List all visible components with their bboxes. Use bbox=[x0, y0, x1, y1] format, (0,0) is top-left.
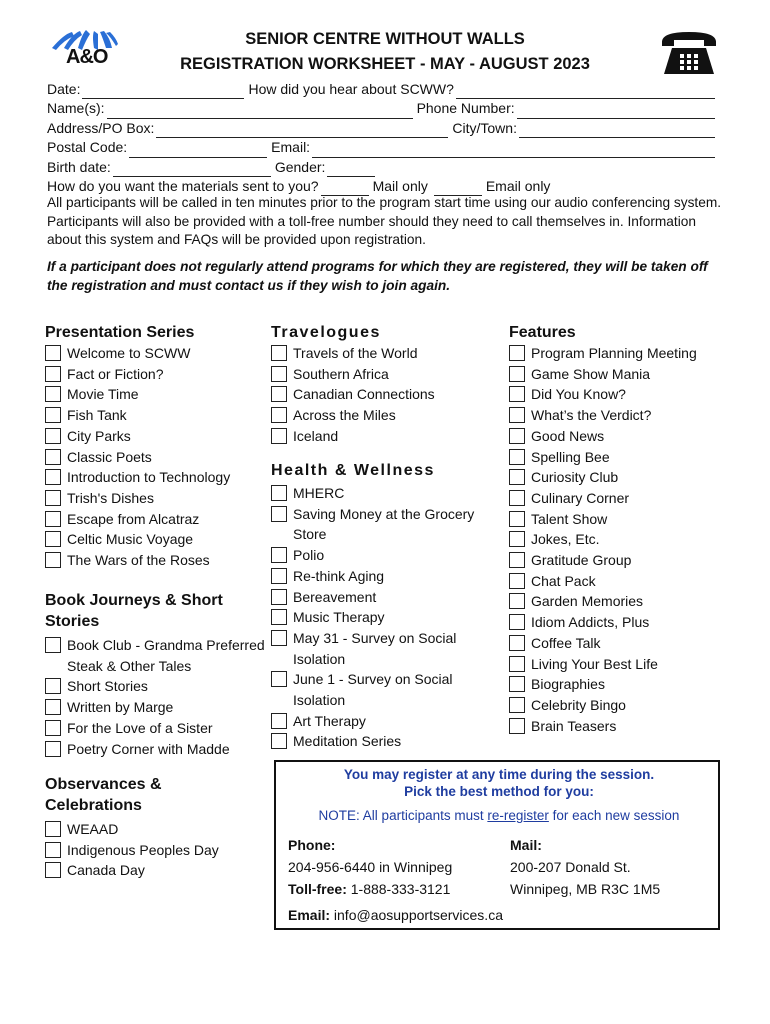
checklist-item[interactable] bbox=[45, 405, 273, 426]
register-anytime-text bbox=[276, 766, 722, 800]
email-field[interactable] bbox=[312, 143, 715, 158]
checklist-item-label: Jokes, Etc. bbox=[531, 531, 600, 548]
page-subtitle: REGISTRATION WORKSHEET - MAY - AUGUST 2023 bbox=[180, 55, 590, 73]
features-section bbox=[509, 322, 724, 736]
checkbox[interactable] bbox=[509, 407, 525, 423]
checkbox[interactable] bbox=[509, 386, 525, 402]
checklist-item[interactable] bbox=[271, 426, 499, 447]
checkbox[interactable] bbox=[509, 490, 525, 506]
checkbox[interactable] bbox=[271, 630, 287, 646]
checklist-item-label: Chat Pack bbox=[531, 572, 596, 589]
checklist-item-label: Re-think Aging bbox=[293, 567, 385, 584]
checklist-item-label: Culinary Corner bbox=[531, 489, 630, 506]
checkbox[interactable] bbox=[45, 449, 61, 465]
mail-line2: Winnipeg, MB R3C 1M5 bbox=[510, 881, 661, 897]
checklist-item-label: Meditation Series bbox=[293, 733, 402, 750]
checklist-item[interactable] bbox=[271, 545, 499, 566]
note-prefix: NOTE: All participants must bbox=[318, 808, 488, 823]
section-heading-line2: Celebrations bbox=[45, 797, 142, 814]
checklist-item[interactable] bbox=[271, 711, 499, 732]
checklist-item-label: The Wars of the Roses bbox=[67, 552, 210, 569]
section-heading: Book Journeys & Short bbox=[45, 592, 223, 609]
checklist-item[interactable] bbox=[509, 384, 724, 405]
checklist-item-label: Game Show Mania bbox=[531, 365, 651, 382]
checkbox[interactable] bbox=[45, 531, 61, 547]
checklist-item[interactable] bbox=[271, 669, 499, 710]
mail-heading: Mail: bbox=[510, 837, 542, 853]
checklist-item[interactable] bbox=[45, 739, 273, 760]
attendance-note: If a participant does not regularly attend programs for which they are registered, they will be taken off the registration and must contact us if they wish to join again. bbox=[47, 259, 708, 293]
page-title: SENIOR CENTRE WITHOUT WALLS bbox=[245, 30, 525, 48]
checklist-item[interactable] bbox=[271, 384, 499, 405]
checklist-item[interactable] bbox=[45, 860, 273, 881]
checklist-item[interactable] bbox=[45, 819, 273, 840]
checklist-item[interactable] bbox=[509, 633, 724, 654]
checkbox[interactable] bbox=[271, 386, 287, 402]
checklist-item-label: Celtic Music Voyage bbox=[67, 531, 194, 548]
checklist-item-label: Indigenous Peoples Day bbox=[67, 841, 219, 858]
checklist-item-label: MHERC bbox=[293, 485, 345, 501]
checklist bbox=[45, 819, 273, 881]
checkbox[interactable] bbox=[509, 511, 525, 527]
mail-line1: 200-207 Donald St. bbox=[510, 859, 631, 875]
checkbox[interactable] bbox=[271, 609, 287, 625]
checkbox[interactable] bbox=[271, 713, 287, 729]
form-row-names bbox=[47, 99, 719, 118]
city-label: City/Town: bbox=[452, 119, 517, 136]
section-heading: Observances & bbox=[45, 776, 162, 793]
checklist bbox=[45, 343, 273, 571]
checklist-item-label: What’s the Verdict? bbox=[531, 407, 652, 424]
checklist-item-label: Southern Africa bbox=[293, 365, 389, 382]
section-heading: Health & Wellness bbox=[271, 462, 435, 479]
checkbox[interactable] bbox=[45, 552, 61, 568]
checklist-item[interactable] bbox=[45, 343, 273, 364]
checklist-item[interactable] bbox=[45, 635, 273, 676]
checkbox[interactable] bbox=[45, 699, 61, 715]
checklist bbox=[271, 483, 499, 752]
checklist-item[interactable] bbox=[509, 364, 724, 385]
checkbox[interactable] bbox=[271, 485, 287, 501]
checklist-item[interactable] bbox=[509, 529, 724, 550]
registration-info-box bbox=[274, 760, 720, 930]
checklist-item-label: Book Club - Grandma Preferred Steak & Other Tales bbox=[67, 637, 265, 674]
observances-section bbox=[45, 774, 273, 881]
checklist-item-label: Poetry Corner with Madde bbox=[67, 740, 230, 757]
checkbox[interactable] bbox=[45, 862, 61, 878]
checklist-item[interactable] bbox=[271, 566, 499, 587]
checklist-item[interactable] bbox=[509, 695, 724, 716]
intro-paragraph: All participants will be called in ten minutes prior to the program start time using our audio conferencing system. Participants will also be provided with a toll-free number should they need to call themselves in. Information about this system and FAQs will be provided upon registration. bbox=[47, 195, 722, 248]
checklist-item[interactable] bbox=[509, 550, 724, 571]
checklist-item[interactable] bbox=[45, 467, 273, 488]
checklist-item-label: Curiosity Club bbox=[531, 469, 619, 486]
form-row-postal bbox=[47, 138, 719, 157]
checkbox[interactable] bbox=[509, 449, 525, 465]
checkbox[interactable] bbox=[45, 678, 61, 694]
checkbox[interactable] bbox=[45, 345, 61, 361]
reregister-note bbox=[276, 808, 722, 823]
checklist-item[interactable] bbox=[509, 426, 724, 447]
tollfree-label: Toll-free: bbox=[288, 881, 347, 897]
section-heading-line2: Stories bbox=[45, 613, 100, 630]
registration-form bbox=[47, 80, 719, 196]
checklist-item-label: Did You Know? bbox=[531, 386, 626, 403]
email-address[interactable]: info@aosupportservices.ca bbox=[333, 907, 503, 923]
checkbox[interactable] bbox=[271, 589, 287, 605]
checklist-item-label: Brain Teasers bbox=[531, 717, 617, 734]
checkbox[interactable] bbox=[45, 842, 61, 858]
tollfree-number[interactable]: 1-888-333-3121 bbox=[350, 881, 451, 897]
checklist-item[interactable] bbox=[509, 674, 724, 695]
checkbox[interactable] bbox=[45, 511, 61, 527]
checklist-item-label: Idiom Addicts, Plus bbox=[531, 614, 650, 631]
checklist-item[interactable] bbox=[509, 405, 724, 426]
checkbox[interactable] bbox=[45, 366, 61, 382]
email-label: Email: bbox=[271, 139, 311, 156]
checklist-item[interactable] bbox=[45, 697, 273, 718]
checklist-item-label: Across the Miles bbox=[293, 407, 396, 424]
checkbox[interactable] bbox=[509, 366, 525, 382]
checklist-item-label: Art Therapy bbox=[293, 712, 366, 729]
heard-field[interactable] bbox=[456, 84, 715, 99]
checklist-item[interactable] bbox=[271, 405, 499, 426]
checklist-item-label: Written by Marge bbox=[67, 699, 174, 716]
checklist-item[interactable] bbox=[271, 628, 499, 669]
phone-contact bbox=[288, 834, 452, 900]
checkbox[interactable] bbox=[45, 428, 61, 444]
checkbox[interactable] bbox=[509, 531, 525, 547]
checklist-item[interactable] bbox=[45, 529, 273, 550]
checkbox[interactable] bbox=[509, 469, 525, 485]
checkbox[interactable] bbox=[45, 407, 61, 423]
gender-field[interactable] bbox=[327, 162, 375, 177]
checklist-item-label: Coffee Talk bbox=[531, 634, 601, 651]
checklist-item-label: Welcome to SCWW bbox=[67, 345, 191, 361]
checklist-item[interactable] bbox=[509, 571, 724, 592]
birth-field[interactable] bbox=[113, 162, 271, 177]
email-only-label: Email only bbox=[485, 177, 551, 194]
mail-only-label: Mail only bbox=[372, 177, 428, 194]
checkbox[interactable] bbox=[45, 741, 61, 757]
checkbox[interactable] bbox=[45, 821, 61, 837]
checklist-item-label: Movie Time bbox=[67, 386, 139, 403]
checklist-item-label: Canada Day bbox=[67, 862, 145, 879]
date-label: Date: bbox=[47, 80, 81, 97]
checkbox[interactable] bbox=[509, 614, 525, 630]
postal-label: Postal Code: bbox=[47, 139, 128, 156]
note-suffix: for each new session bbox=[548, 808, 680, 823]
checklist-item-label: Gratitude Group bbox=[531, 552, 632, 569]
travelogues-section bbox=[271, 322, 499, 447]
checklist bbox=[509, 343, 724, 736]
checklist-item[interactable] bbox=[45, 550, 273, 571]
checklist-item-label: Introduction to Technology bbox=[67, 469, 231, 486]
form-row-birth bbox=[47, 158, 719, 177]
phone-local[interactable]: 204-956-6440 in Winnipeg bbox=[288, 859, 453, 875]
checkbox[interactable] bbox=[271, 506, 287, 522]
checklist-item-label: Program Planning Meeting bbox=[531, 345, 697, 361]
phone-label: Phone Number: bbox=[416, 100, 515, 117]
gender-label: Gender: bbox=[274, 158, 326, 175]
checklist-item-label: May 31 - Survey on Social Isolation bbox=[293, 629, 457, 667]
checklist-item-label: For the Love of a Sister bbox=[67, 719, 213, 736]
logo-text: A&O bbox=[66, 46, 108, 68]
date-field[interactable] bbox=[82, 84, 244, 99]
checklist-item-label: Spelling Bee bbox=[531, 448, 610, 465]
checklist bbox=[271, 343, 499, 447]
names-label: Name(s): bbox=[47, 100, 105, 117]
checklist-item[interactable] bbox=[509, 612, 724, 633]
checklist-item-label: Living Your Best Life bbox=[531, 655, 658, 672]
materials-label: How do you want the materials sent to you? bbox=[47, 177, 319, 194]
reregister-link[interactable]: re-register bbox=[487, 808, 549, 823]
email-contact-label: Email: bbox=[288, 907, 331, 923]
section-heading: Travelogues bbox=[271, 324, 381, 341]
checklist-item-label: Fact or Fiction? bbox=[67, 365, 164, 382]
checklist-item-label: Classic Poets bbox=[67, 448, 152, 465]
checkbox[interactable] bbox=[509, 676, 525, 692]
checkbox[interactable] bbox=[509, 697, 525, 713]
checklist-item[interactable] bbox=[45, 488, 273, 509]
checklist-item[interactable] bbox=[509, 591, 724, 612]
checkbox[interactable] bbox=[509, 573, 525, 589]
checkbox[interactable] bbox=[509, 635, 525, 651]
checklist-item[interactable] bbox=[45, 509, 273, 530]
checkbox[interactable] bbox=[509, 718, 525, 734]
checklist-item[interactable] bbox=[45, 447, 273, 468]
checklist-item-label: Fish Tank bbox=[67, 407, 127, 424]
checklist-item[interactable] bbox=[509, 343, 724, 364]
city-field[interactable] bbox=[519, 123, 715, 138]
birth-label: Birth date: bbox=[47, 158, 111, 175]
checklist-item[interactable] bbox=[45, 384, 273, 405]
checklist-item[interactable] bbox=[271, 731, 499, 752]
checklist-item[interactable] bbox=[45, 426, 273, 447]
checklist-item[interactable] bbox=[45, 676, 273, 697]
checkbox[interactable] bbox=[509, 593, 525, 609]
checklist-item[interactable] bbox=[509, 447, 724, 468]
checklist-item-label: Short Stories bbox=[67, 678, 148, 695]
checkbox[interactable] bbox=[509, 345, 525, 361]
checkbox[interactable] bbox=[271, 366, 287, 382]
checklist-item-label: Escape from Alcatraz bbox=[67, 510, 200, 527]
checkbox[interactable] bbox=[509, 428, 525, 444]
checkbox[interactable] bbox=[271, 407, 287, 423]
names-field[interactable] bbox=[107, 104, 413, 119]
checklist-item[interactable] bbox=[271, 607, 499, 628]
checklist-item-label: Iceland bbox=[293, 427, 339, 444]
checklist-item[interactable] bbox=[509, 716, 724, 737]
section-heading: Presentation Series bbox=[45, 324, 195, 341]
checklist-item-label: June 1 - Survey on Social Isolation bbox=[293, 671, 453, 709]
checkbox[interactable] bbox=[271, 671, 287, 687]
checkbox[interactable] bbox=[45, 637, 61, 653]
checklist-item[interactable] bbox=[509, 654, 724, 675]
form-row-date bbox=[47, 80, 719, 99]
checklist-item[interactable] bbox=[271, 504, 499, 545]
checklist-item-label: Bereavement bbox=[293, 588, 377, 605]
book-journeys-section bbox=[45, 590, 273, 759]
address-label: Address/PO Box: bbox=[47, 119, 155, 136]
phone-field[interactable] bbox=[517, 104, 715, 119]
checklist-item-label: Celebrity Bingo bbox=[531, 696, 626, 713]
checklist-item-label: Trish's Dishes bbox=[67, 489, 154, 506]
checkbox[interactable] bbox=[271, 733, 287, 749]
checklist-item[interactable] bbox=[271, 364, 499, 385]
checklist-item-label: Saving Money at the Grocery Store bbox=[293, 505, 475, 543]
checkbox[interactable] bbox=[45, 386, 61, 402]
postal-field[interactable] bbox=[129, 143, 267, 158]
checklist-item-label: Garden Memories bbox=[531, 593, 644, 610]
heard-label: How did you hear about SCWW? bbox=[248, 80, 454, 97]
checkbox[interactable] bbox=[271, 547, 287, 563]
checklist-item-label: Music Therapy bbox=[293, 609, 385, 626]
checklist-item[interactable] bbox=[45, 718, 273, 739]
checklist-item-label: Talent Show bbox=[531, 510, 608, 527]
checklist-item-label: Travels of the World bbox=[293, 345, 418, 361]
checklist-item-label: City Parks bbox=[67, 427, 131, 444]
checklist-item[interactable] bbox=[509, 467, 724, 488]
register-line1: You may register at any time during the session. bbox=[343, 767, 655, 782]
checklist-item[interactable] bbox=[271, 483, 499, 504]
checkbox[interactable] bbox=[45, 490, 61, 506]
checklist-item[interactable] bbox=[509, 488, 724, 509]
checklist-item-label: Polio bbox=[293, 547, 325, 564]
checkbox[interactable] bbox=[271, 428, 287, 444]
address-field[interactable] bbox=[156, 123, 448, 138]
checklist-item[interactable] bbox=[509, 509, 724, 530]
presentation-series-section bbox=[45, 322, 273, 571]
checklist-item[interactable] bbox=[271, 343, 499, 364]
phone-heading: Phone: bbox=[288, 837, 336, 853]
checkbox[interactable] bbox=[509, 656, 525, 672]
telephone-icon bbox=[658, 28, 720, 76]
checkbox[interactable] bbox=[45, 720, 61, 736]
register-line2: Pick the best method for you: bbox=[404, 784, 594, 799]
checklist-item[interactable] bbox=[45, 840, 273, 861]
checklist-item[interactable] bbox=[271, 587, 499, 608]
health-wellness-section bbox=[271, 460, 499, 752]
checkbox[interactable] bbox=[45, 469, 61, 485]
mail-contact bbox=[510, 834, 660, 900]
checkbox[interactable] bbox=[271, 345, 287, 361]
form-row-address bbox=[47, 119, 719, 138]
section-heading: Features bbox=[509, 324, 576, 341]
checklist-item-label: Biographies bbox=[531, 676, 605, 693]
checklist-item-label: Good News bbox=[531, 427, 605, 444]
checklist-item-label: WEAAD bbox=[67, 821, 119, 837]
checkbox[interactable] bbox=[271, 568, 287, 584]
checkbox[interactable] bbox=[509, 552, 525, 568]
checklist-item-label: Canadian Connections bbox=[293, 386, 435, 403]
checklist bbox=[45, 635, 273, 759]
email-contact bbox=[288, 904, 503, 926]
checklist-item[interactable] bbox=[45, 364, 273, 385]
